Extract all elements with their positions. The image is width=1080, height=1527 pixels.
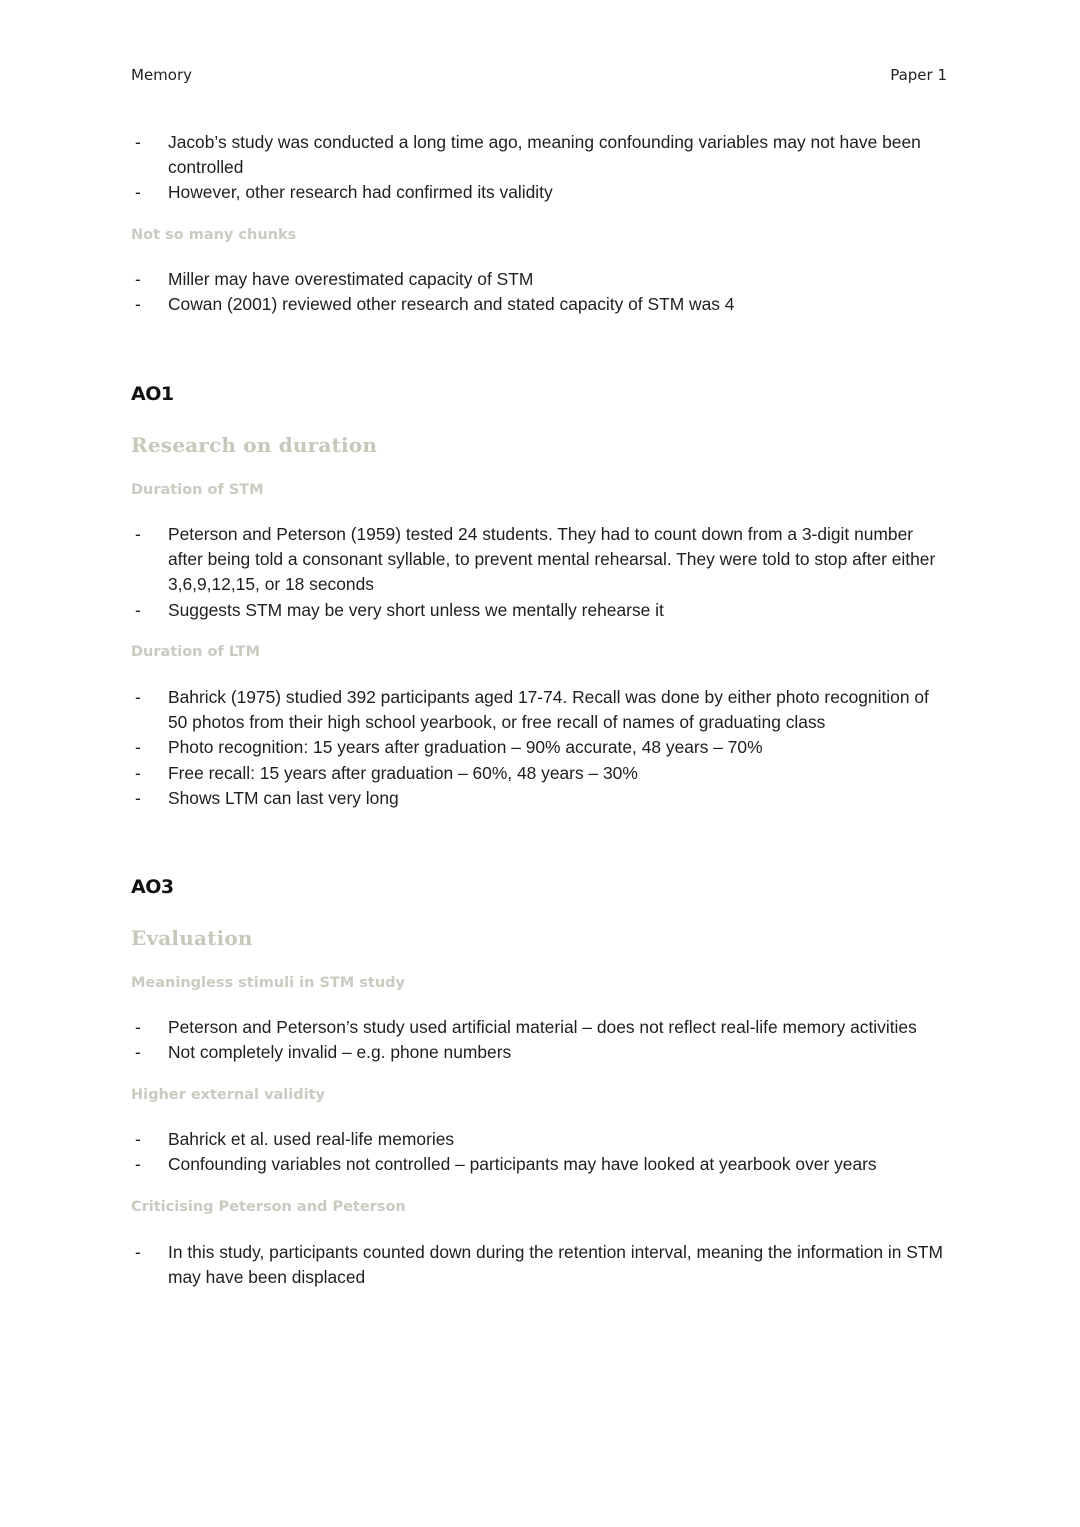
ltm-duration-section bbox=[131, 685, 951, 811]
list-item: - Bahrick et al. used real-life memories bbox=[135, 1129, 455, 1149]
list-item: - Miller may have overestimated capacity of STM bbox=[135, 269, 534, 289]
ao3-tag: AO3 bbox=[131, 876, 174, 898]
section-title-evaluation: Evaluation bbox=[131, 926, 253, 950]
subheading-criticising: Criticising Peterson and Peterson bbox=[131, 1199, 406, 1215]
paper-label: Paper 1 bbox=[890, 66, 947, 84]
list-item: - In this study, participants counted down during the retention interval, meaning the information in STM may have been displaced bbox=[135, 1242, 943, 1288]
list-item: - Photo recognition: 15 years after graduation – 90% accurate, 48 years – 70% bbox=[135, 737, 763, 758]
meaningless-section bbox=[131, 1015, 951, 1065]
subheading-chunks: Not so many chunks bbox=[131, 227, 297, 243]
external-validity-section bbox=[131, 1127, 951, 1177]
section-title-duration: Research on duration bbox=[131, 433, 378, 457]
stm-duration-section bbox=[131, 522, 951, 623]
list-item: - Jacob’s study was conducted a long time ago, meaning confounding variables may not have been controlled bbox=[135, 132, 921, 178]
chunks-section bbox=[131, 267, 951, 317]
list-item: - Shows LTM can last very long bbox=[135, 787, 399, 808]
subheading-meaningless-stimuli: Meaningless stimuli in STM study bbox=[131, 975, 405, 991]
subheading-external-validity: Higher external validity bbox=[131, 1087, 325, 1103]
subheading-ltm-duration: Duration of LTM bbox=[131, 644, 261, 660]
list-item: - Bahrick (1975) studied 392 participants aged 17-74. Recall was done by either photo recognition of 50 photos from their high school yearbook, or free recall of names of graduating class bbox=[135, 687, 929, 733]
ao1-tag: AO1 bbox=[131, 383, 174, 405]
list-item: - Not completely invalid – e.g. phone numbers bbox=[135, 1042, 512, 1063]
list-item: - Peterson and Peterson (1959) tested 24 students. They had to count down from a 3-digit number after being told a consonant syllable, to prevent mental rehearsal. They were told to stop after either 3,6,9,12,15, or 18 seconds bbox=[135, 524, 936, 595]
criticising-section bbox=[131, 1240, 951, 1290]
list-item: - Cowan (2001) reviewed other research and stated capacity of STM was 4 bbox=[135, 294, 735, 315]
subheading-stm-duration: Duration of STM bbox=[131, 482, 264, 498]
document-topic: Memory bbox=[131, 66, 193, 84]
list-item: - However, other research had confirmed its validity bbox=[135, 182, 553, 203]
list-item: - Free recall: 15 years after graduation – 60%, 48 years – 30% bbox=[135, 762, 638, 783]
list-item: - Suggests STM may be very short unless we mentally rehearse it bbox=[135, 599, 664, 620]
intro-section bbox=[131, 130, 951, 206]
list-item: - Confounding variables not controlled – participants may have looked at yearbook over years bbox=[135, 1154, 877, 1175]
list-item: - Peterson and Peterson’s study used artificial material – does not reflect real-life memory activities bbox=[135, 1017, 917, 1037]
